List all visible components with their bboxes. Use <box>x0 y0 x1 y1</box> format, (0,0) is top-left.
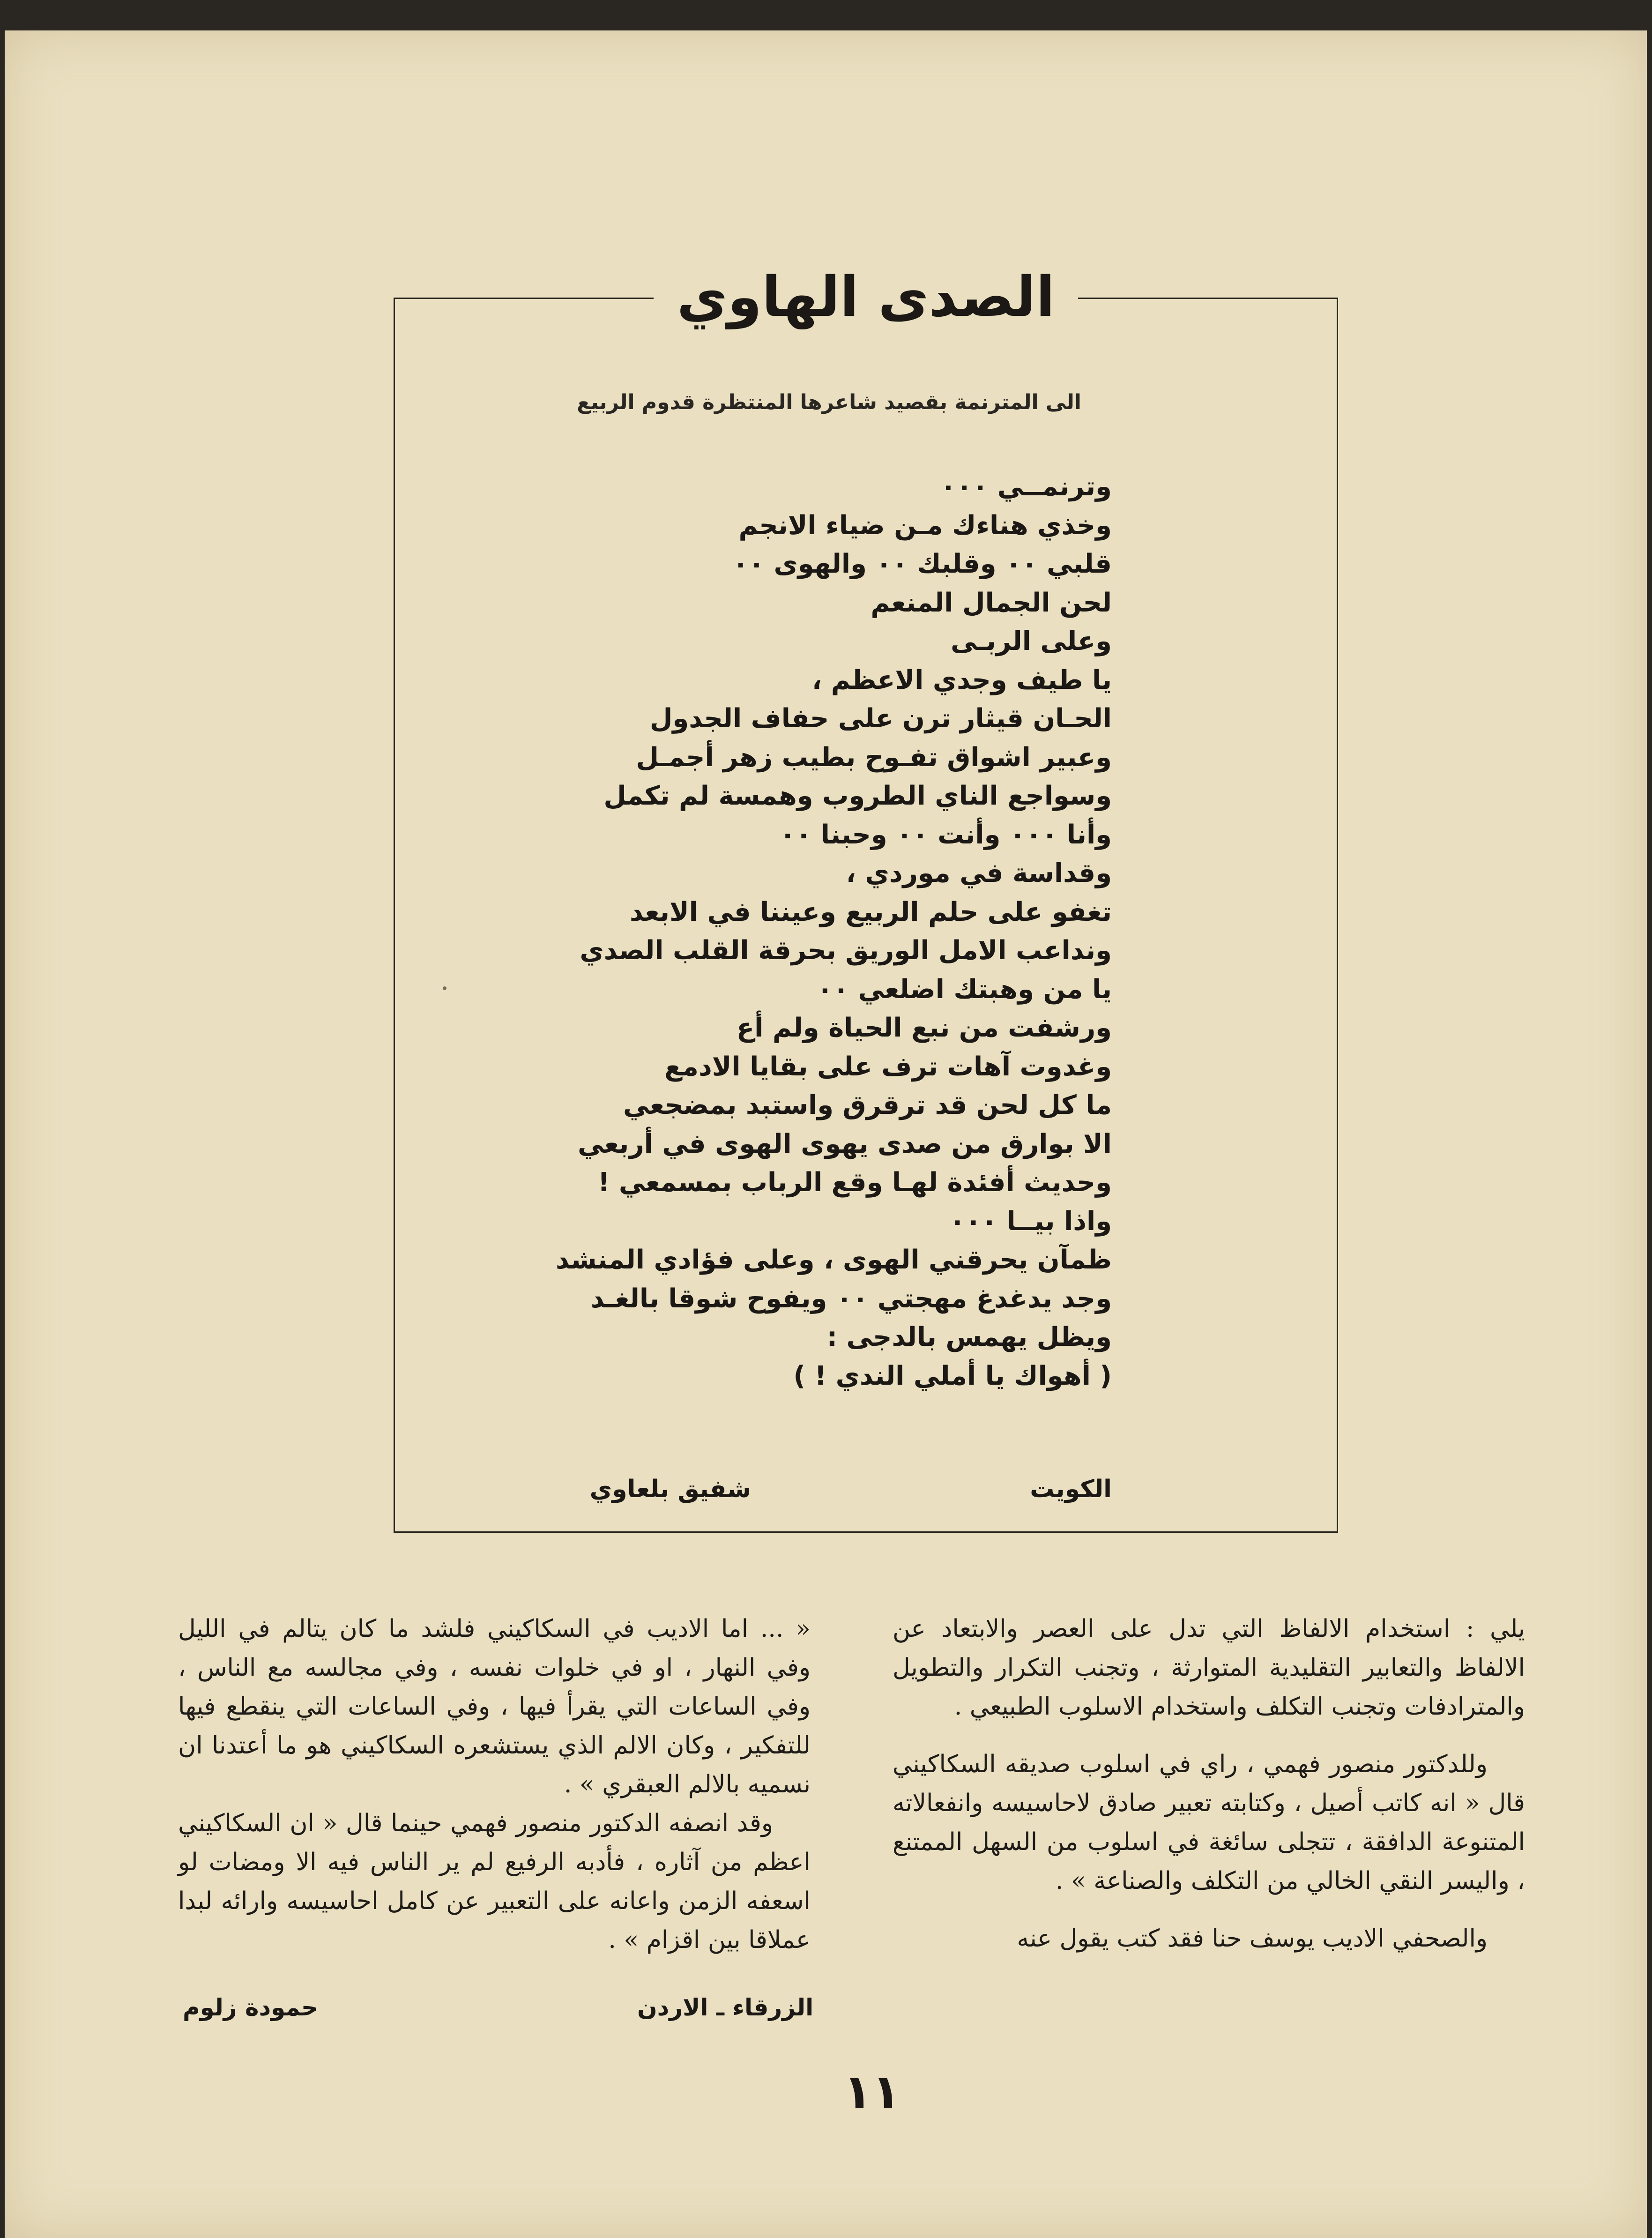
poem-title-wrap <box>395 261 1337 332</box>
article-author: حمودة زلوم <box>183 1994 319 2021</box>
poem-line: وخذي هناءك مـن ضياء الانجم <box>738 510 1112 541</box>
poem-line: وجد يدغدغ مهجتي ٠٠ ويفوح شوقا بالغـد <box>590 1283 1112 1314</box>
poem-line: تغفو على حلم الربيع وعيننا في الابعد <box>630 896 1112 927</box>
poem-line: وغدوت آهات ترف على بقايا الادمع <box>664 1051 1112 1082</box>
article-paragraph: وقد انصفه الدكتور منصور فهمي حينما قال « ان السكاكيني اعظم من آثاره ، فأدبه الرفيع لم ير الناس فيه الا ومضات لو اسعفه الزمن واعانه على التعبير عن كامل احاسيسه وارائه لبدا عملاقا بين اقزام » . <box>178 1809 811 1954</box>
poem-line: وعلى الربـى <box>951 626 1112 656</box>
poem-line: وأنا ٠٠٠ وأنت ٠٠ وحبنا ٠٠ <box>779 819 1112 850</box>
poem-line: ظمآن يحرقني الهوى ، وعلى فؤادي المنشد <box>556 1245 1112 1275</box>
poem-frame <box>394 264 1338 1533</box>
poem-line: ورشفت من نبع الحياة ولم أع <box>736 1013 1112 1043</box>
poem-line: الحـان قيثار ترن على حفاف الجدول <box>649 703 1112 734</box>
article-location: الزرقاء ـ الاردن <box>637 1994 814 2021</box>
article-paragraph: يلي : استخدام الالفاظ التي تدل على العصر والابتعاد عن الالفاظ والتعابير التقليدية المتوارثة ، وتجنب التكرار والتطويل والمترادفات وتجنب التكلف واستخدام الاسلوب الطبيعي . <box>893 1615 1525 1721</box>
poem-line: ونداعب الامل الوريق بحرقة القلب الصدي <box>580 935 1112 966</box>
poem-author: شفيق بلعاوي <box>589 1475 751 1503</box>
poem-line: يا طيف وجدي الاعظم ، <box>811 664 1112 695</box>
poem-line: قلبي ٠٠ وقلبك ٠٠ والهوى ٠٠ <box>732 549 1112 579</box>
poem-body <box>556 468 1112 1395</box>
article-left-column <box>178 1610 811 1960</box>
poem-line: لحن الجمال المنعم <box>871 587 1112 618</box>
poem-line: واذا بيــا ٠٠٠ <box>949 1206 1112 1237</box>
poem-line: وعبير اشواق تفـوح بطيب زهر أجمـل <box>636 742 1112 773</box>
poem-line: وترنمــي ٠٠٠ <box>940 471 1112 502</box>
magazine-page <box>5 30 1647 2238</box>
article-paragraph: وللدكتور منصور فهمي ، راي في اسلوب صديقه السكاكيني قال « انه كاتب أصيل ، وكتابته تعبير صادق لاحاسيسه وانفعالاته المتنوعة الدافقة ، تتجلى سائغة في اسلوب من السهل الممتنع ، واليسر النقي الخالي من التكلف والصناعة » . <box>893 1750 1525 1895</box>
poem-dedication: الى المترنمة بقصيد شاعرها المنتظرة قدوم الربيع <box>577 390 1081 414</box>
article-quote-paragraph: « ... اما الاديب في السكاكيني فلشد ما كان يتالم في الليل وفي النهار ، او في خلوات نفسه ، وفي مجالسه مع الناس ، وفي الساعات التي يقرأ فيها ، وفي الساعات التي ينقطع فيها للتفكير ، وكان الالم الذي يستشعره السكاكيني هو ما أعتدنا ان نسميه بالالم العبقري » . <box>178 1615 811 1798</box>
poem-line: الا بوارق من صدى يهوى الهوى في أربعي <box>578 1128 1112 1159</box>
poem-line: وسواجع الناي الطروب وهمسة لم تكمل <box>603 781 1112 811</box>
poem-line: ( أهواك يا أملي الندي ! ) <box>793 1360 1112 1391</box>
poem-place: الكويت <box>1030 1475 1112 1503</box>
page-number: ١١ <box>843 2064 901 2119</box>
poem-line: وقداسة في موردي ، <box>846 858 1112 888</box>
article-right-column <box>893 1610 1525 1958</box>
poem-title: الصدى الهاوي <box>654 261 1079 332</box>
article-paragraph: والصحفي الاديب يوسف حنا فقد كتب يقول عنه <box>1017 1925 1488 1953</box>
poem-line: وحديث أفئدة لهـا وقع الرباب بمسمعي ! <box>597 1167 1112 1198</box>
poem-line: يا من وهبتك اضلعي ٠٠ <box>817 974 1112 1005</box>
poem-line: ويظل يهمس بالدجى : <box>826 1322 1112 1352</box>
paper-speck <box>443 986 446 990</box>
poem-line: ما كل لحن قد ترقرق واستبد بمضجعي <box>623 1090 1112 1120</box>
